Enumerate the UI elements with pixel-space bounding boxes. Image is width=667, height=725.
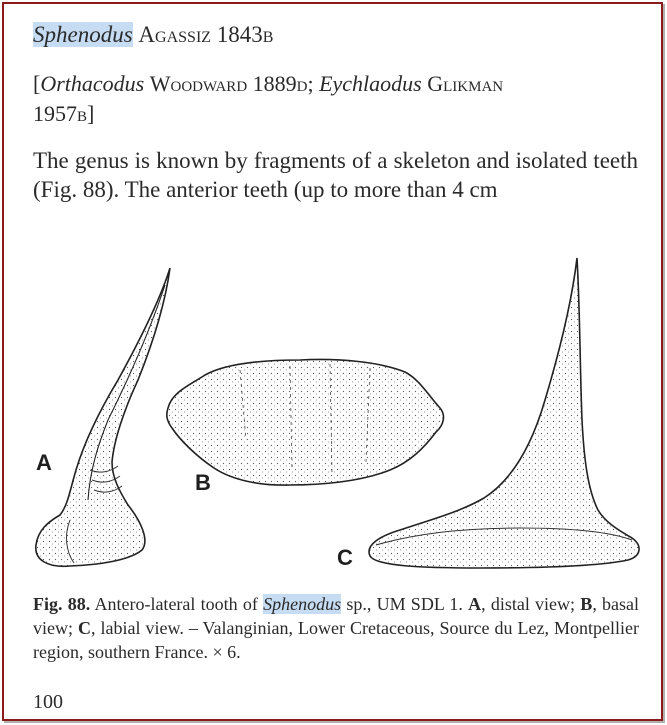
caption-genus-highlight: Sphenodus: [263, 594, 342, 614]
caption-text-5: , labial view. – Valanginian, Lower Cretaceous, Source du Lez, Montpellier region, southern France. × 6.: [33, 618, 639, 662]
synonym-author-1: Woodward 1889d;: [149, 71, 314, 96]
genus-author: Agassiz 1843b: [138, 22, 274, 47]
genus-name-highlight: Sphenodus: [33, 22, 133, 47]
figure-caption: [33, 592, 639, 664]
caption-text-3: , distal view;: [481, 594, 576, 614]
figure-label-c: C: [337, 545, 353, 570]
tooth-a-drawing: [36, 268, 170, 566]
caption-a: A: [468, 594, 482, 614]
synonym-genus-1: Orthacodus: [40, 71, 145, 96]
caption-c: C: [78, 618, 92, 638]
caption-text-1: Antero-lateral tooth of: [94, 594, 258, 614]
caption-b: B: [580, 594, 593, 614]
figure-label-a: A: [36, 450, 52, 475]
figure-label-b: B: [195, 470, 211, 495]
caption-text-4: , basal view;: [33, 594, 640, 638]
bracket-open: [: [33, 71, 41, 96]
synonym-genus-2: Eychlaodus: [319, 71, 422, 96]
tooth-b-drawing: [167, 360, 444, 486]
caption-text-2: sp., UM SDL 1.: [346, 594, 463, 614]
synonym-author-2: Glikman: [427, 71, 504, 96]
page-number: 100: [33, 691, 63, 713]
body-paragraph: The genus is known by fragments of a skeleton and isolated teeth (Fig. 88). The anterior teeth (up to more than 4 cm: [33, 148, 638, 202]
synonym-author-2-year: 1957b]: [33, 101, 95, 126]
caption-fig-number: Fig. 88.: [33, 594, 91, 614]
